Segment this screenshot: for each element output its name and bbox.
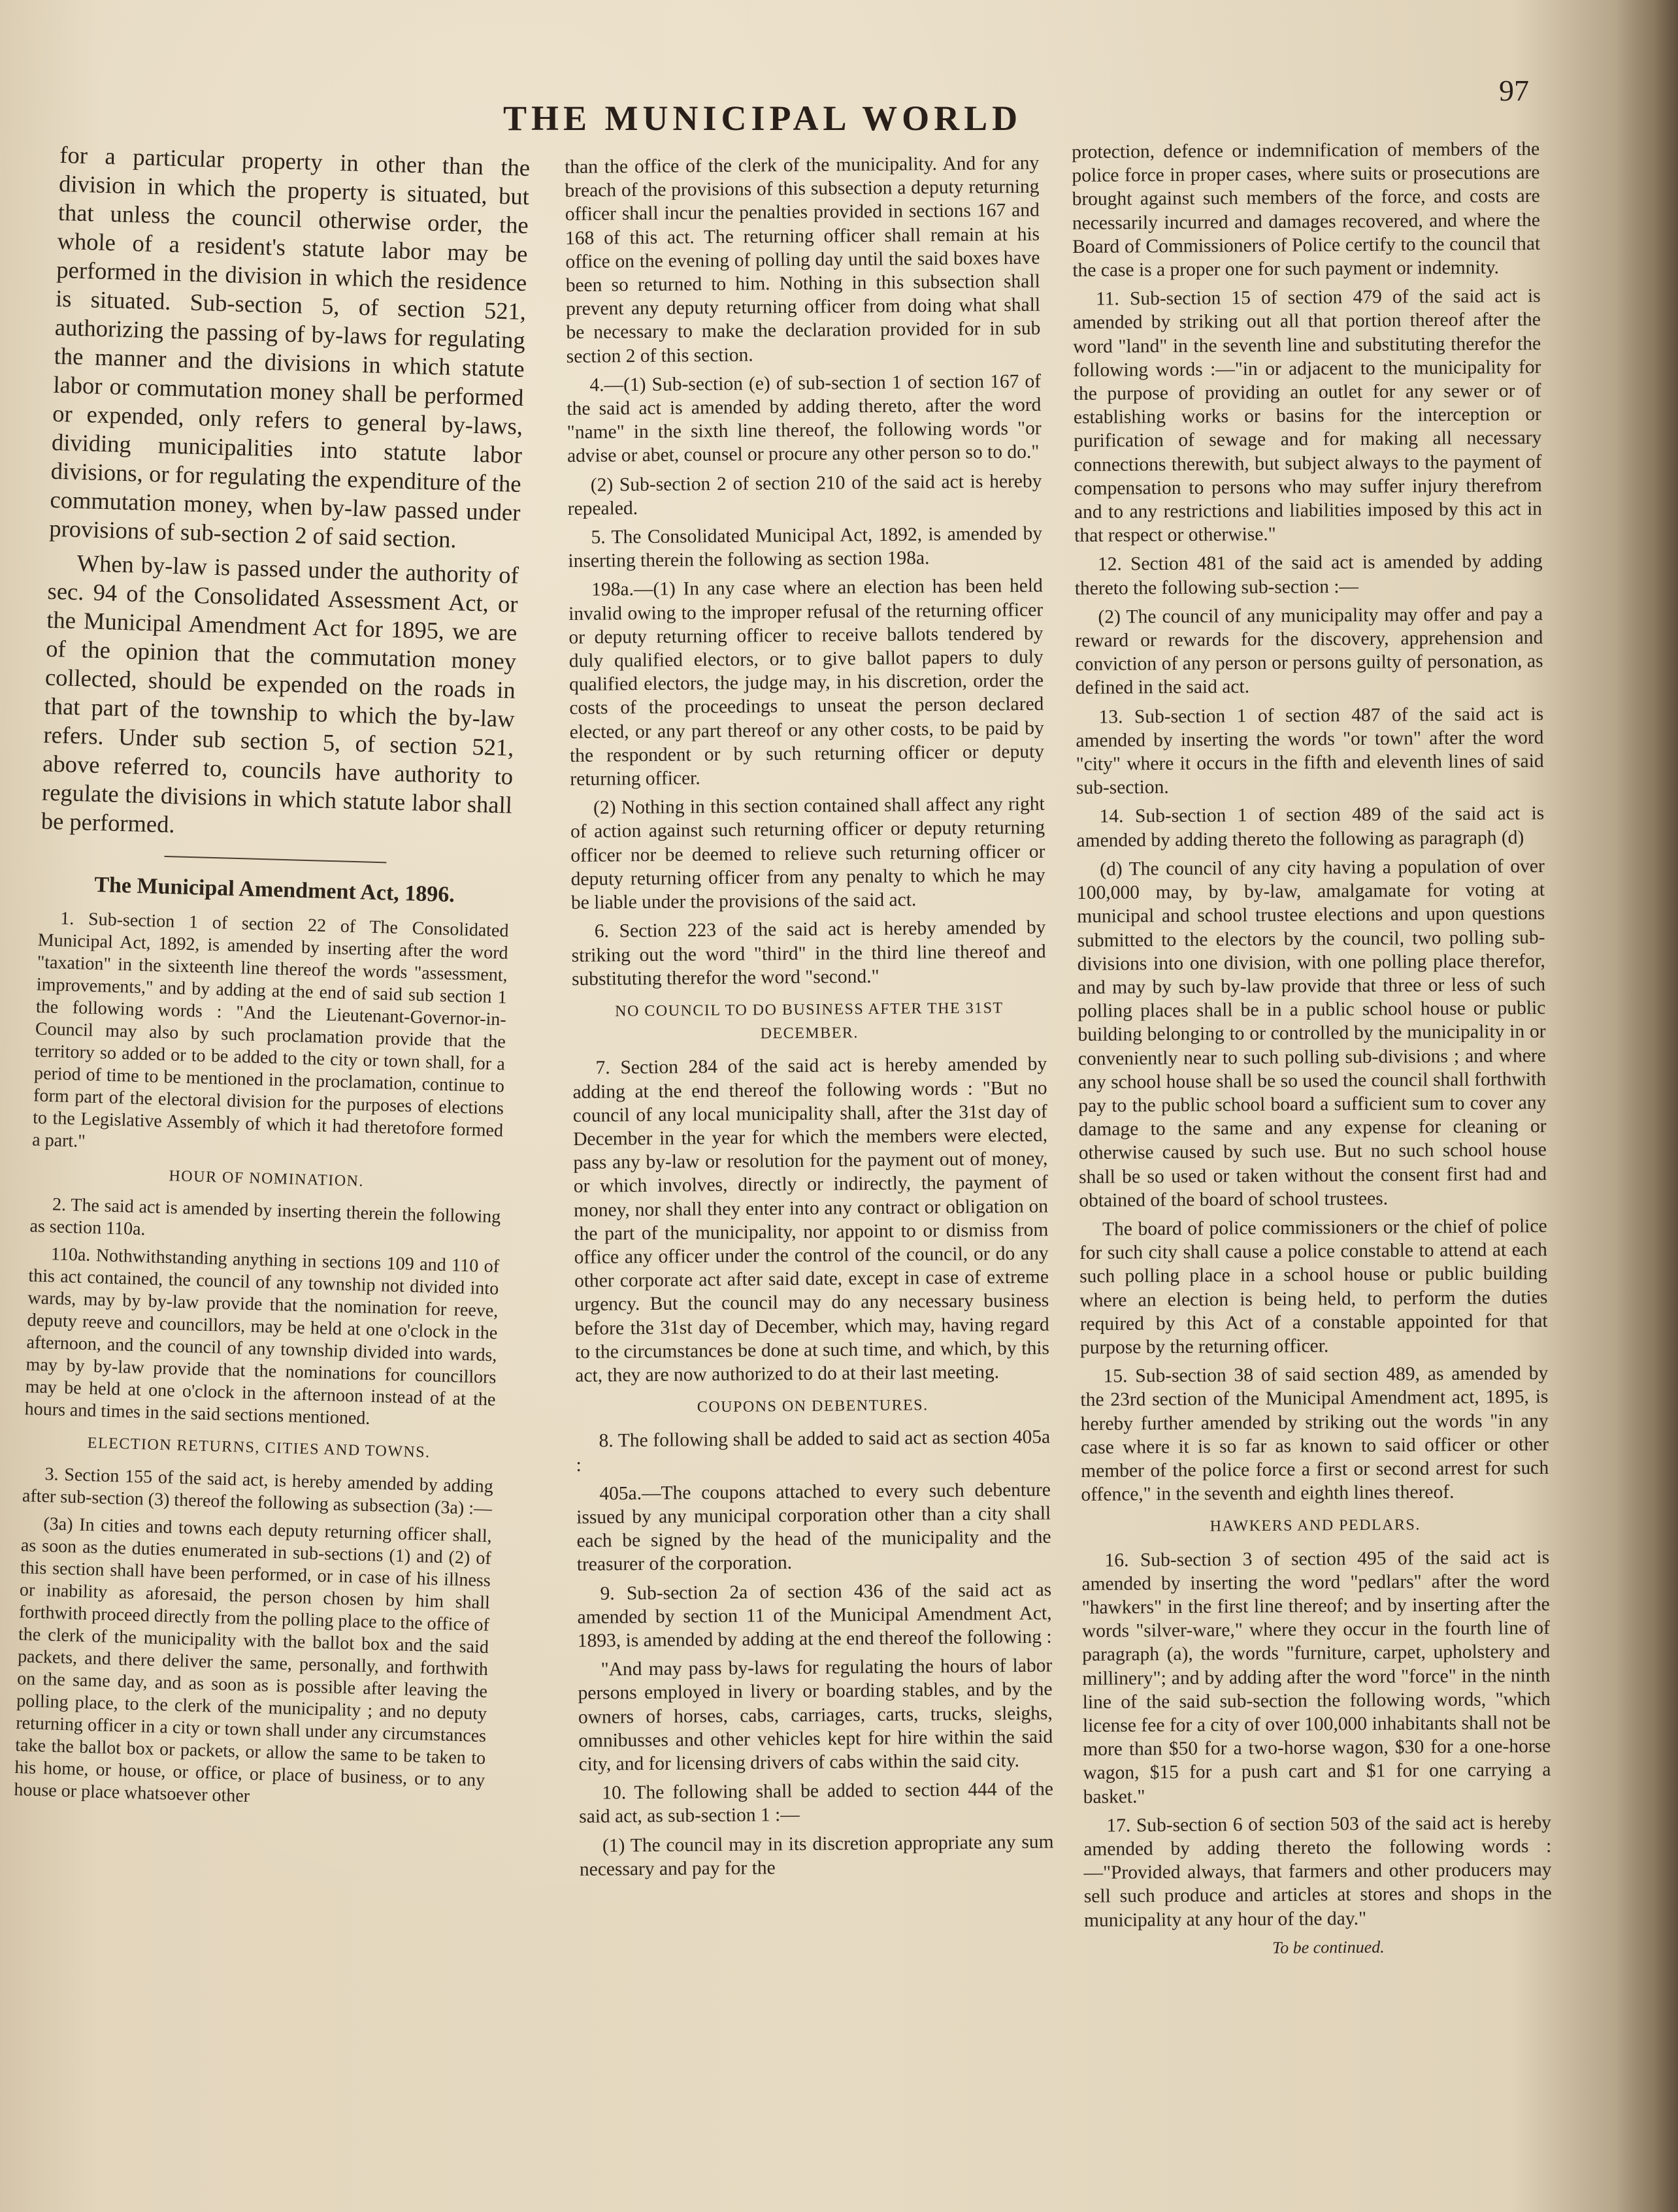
section-5: 5. The Consolidated Municipal Act, 1892, is amended by inserting therein the following as section 198a. [568,523,1043,572]
section-198a: 198a.—(1) In any case where an election has been held invalid owing to the improper refusal of the returning officer or deputy returning officer to receive ballots tendered by duly qualified electors, or to give ballot papers to duly qualified electors, the judge may, in his discretion, order the costs of the proceedings to unseat the person declared elected, or any part thereof or any other costs, to be paid by the respondent or by such returning officer or deputy returning officer. [568,576,1045,790]
to-be-continued: To be continued. [1272,1937,1385,1957]
section-2: 2. The said act is amended by inserting therein the following as section 110a. [29,1194,501,1240]
section-3a: (3a) In cities and towns each deputy returning officer shall, as soon as the duties enumerated in sub-sections (1) and (2) of this section shall have been performed, or in case of his illness or inability as aforesaid, the person chosen by him shall forthwith proceed directly from the polling place to the office of the clerk of the municipality with the ballot box and the said packets, and there deliver the same, personally, and forthwith on the same day, and as soon as is possible after leaving the polling place, to the clerk of the municipality ; and no deputy returning officer in a city or town shall under any circumstances take the ballot box or packets, or allow the same to be taken to his home, or house, or office, or place of business, or to any house or place whatsoever other [14,1513,493,1806]
subheading: HAWKERS AND PEDLARS. [1209,1516,1421,1535]
section-110a: 110a. Nothwithstanding anything in sections 109 and 110 of this act contained, the council of any township not divided into wards, may by by-law provide that the nomination for reeve, deputy reeve and councillors, may be held at one o'clock in the afternoon, and the council of any township divided into wards, may by by-law provide that the nominations for councillors may be held at one o'clock in the afternoon instead of at the hours and times in the said sections mentioned. [24,1244,500,1429]
section-12-2: (2) The council of any municipality may offer and pay a reward or rewards for the discovery, apprehension and conviction of any person or persons guilty of personation, as defined in the said act. [1075,603,1543,699]
paragraph: When by-law is passed under the authority of sec. 94 of the Consolidated Assessment Act, or the Municipal Amendment Act for 1895, we are of the opinion that the commutation money collected, should be expended on the roads in that part of the township to which the by-law refers. Under sub section 5, of section 521, above referred to, councils have authority to regulate the divisions in which statute labor shall be performed. [41,549,519,838]
section-9-quote: "And may pass by-laws for regulating the hours of labor persons employed in livery or boarding stables, and by the owners of horses, cabs, carriages, carts, trucks, sleighs, omnibusses and other vehicles kept for hire within the said city, and for licensing drivers of cabs within the said city. [578,1655,1053,1775]
section-405a: 405a.—The coupons attached to every such debenture issued by any municipal corporation other than a city shall each be signed by the head of the municipality and the treasurer of the corporation. [576,1479,1051,1576]
section-12: 12. Section 481 of the said act is amended by adding thereto the following sub-section :— [1074,551,1543,599]
book-gutter-shadow [1616,0,1678,2212]
section-9: 9. Sub-section 2a of section 436 of the said act as amended by section 11 of the Municipal Amendment Act, 1893, is amended by adding at the end thereof the following : [577,1579,1052,1651]
section-8: 8. The following shall be added to said act as section 405a : [576,1426,1051,1476]
section-198a-2: (2) Nothing in this section contained shall affect any right of action against such returning officer or deputy returning officer nor be deemed to relieve such returning officer or deputy returning officer from any penalty to which he may be liable under the provisions of the said act. [570,793,1045,914]
column-2 [565,152,1054,1887]
page-number: 97 [1499,74,1529,107]
section-7: 7. Section 284 of the said act is hereby amended by adding at the end thereof the following words : "But no council of any local municipality shall, after the 31st day of December in the year for which the members were elected, pass any by-law or resolution for the payment out of money, or which involves, directly or indirectly, the payment of money, nor shall they enter into any contract or obligation on the part of the municipality, nor appoint to or dismiss from office any officer under the control of the council, or do any other corporate act after said date, except in case of extreme urgency. But the council may do any necessary business before the 31st day of December, which may, having regard to the circumstances be done at such time, and which, by this act, they are now authorized to do at their last meeting. [572,1053,1050,1386]
section-1: 1. Sub-section 1 of section 22 of The Consolidated Municipal Act, 1892, is amended by inserting after the word "taxation" in the sixteenth line thereof the words "assessment, improvements," and by adding at the end of said sub section 1 the following words : "And the Lieutenant-Governor-in-Council may also by such proclamation provide that the territory so added or to be added to the city or town shall, for a period of time to be mentioned in the proclamation, continue to form part of the electoral division for the purposes of elections to the Legislative Assembly of which it had theretofore formed a part." [31,908,509,1152]
column-3 [1072,137,1552,1966]
running-head: THE MUNICIPAL WORLD [503,99,1023,138]
subheading: COUPONS ON DEBENTURES. [697,1397,929,1416]
paragraph: for a particular property in other than the division in which the property is situated, but that unless the council otherwise order, the whole of a resident's statute labor may be performed in the division in which the residence is situated. Sub-section 5, of section 521, authorizing the passing of by-laws for regulating the manner and the divisions in which statute labor or commutation money shall be performed or expended, only refers to general by-laws, dividing municipalities into statute labor divisions, or for regulating the expenditure of the commutation money, when by-law passed under provisions of sub-section 2 of said section. [48,140,531,553]
section-14: 14. Sub-section 1 of section 489 of the said act is amended by adding thereto the following as paragraph (d) [1076,803,1545,851]
section-13: 13. Sub-section 1 of section 487 of the said act is amended by inserting the words "or town" after the word "city" where it occurs in the fifth and eleventh lines of said sub-section. [1076,703,1544,799]
subheading: HOUR OF NOMINATION. [169,1167,365,1190]
section-11: 11. Sub-section 15 of section 479 of the said act is amended by striking out all that portion thereof after the word "land" in the seventh line and substituting therefor the following words :—"in or adjacent to the municipality for the purpose of providing an outlet for any sewer or of establishing works or basins for the interception or purification of sewage and for making all necessary connections therewith, but subject always to the payment of compensation to persons who may suffer injury therefrom and to any restrictions and liabilities imposed by this act in that respect or otherwise." [1072,285,1543,547]
section-14-d: (d) The council of any city having a population of over 100,000 may, by by-law, amalgamate for voting at municipal and school trustee elections and upon questions submitted to the electors by the council, two polling sub-divisions into one division, with one polling place therefor, and may by such by-law provide that three or less of such polling places shall be in a public school house or public building belonging to or controlled by the municipality in or conveniently near to such polling sub-divisions ; and where any school house shall be so used the council shall forthwith pay to the public school board a sufficient sum to cover any damage to the same and any expense for cleaning or otherwise caused by such use. But no such school house shall be so used or taken without the consent first had and obtained of the board of school trustees. [1076,855,1547,1211]
section-14-police: The board of police commissioners or the chief of police for such city shall cause a police constable to attend at each such polling place in a school house or public building where an election is being held, to perform the duties required by this Act of a constable appointed for that purpose by the returning officer. [1079,1215,1548,1358]
divider-rule [164,856,386,863]
section-10-1: (1) The council may in its discretion appropriate any sum necessary and pay for the [579,1831,1054,1880]
section-3: 3. Section 155 of the said act, is hereby amended by adding after sub-section (3) thereof the following as subsection (3a) :— [22,1463,494,1519]
subheading: NO COUNCIL TO DO BUSINESS AFTER THE 31ST DECEMBER. [615,1000,1004,1043]
section-10: 10. The following shall be added to section 444 of the said act, as sub-section 1 :— [579,1778,1053,1828]
paragraph: than the office of the clerk of the municipality. And for any breach of the provisions of this subsection a deputy returning officer shall incur the penalties provided in sections 167 and 168 of this act. The returning officer shall remain at his office on the evening of polling day until the said boxes have been so returned to him. Nothing in this subsection shall prevent any deputy returning officer from doing what shall be necessary to make the declaration provided for in sub section 2 of this section. [565,152,1041,367]
section-4-2: (2) Sub-section 2 of section 210 of the said act is hereby repealed. [567,470,1042,519]
section-16: 16. Sub-section 3 of section 495 of the said act is amended by inserting the word "pedlars" after the word "hawkers" in the first line thereof; and by inserting after the words "silver-ware," where they occur in the fourth line of paragraph (a), the words "furniture, carpet, upholstery and millinery"; and by adding after the word "force" in the ninth line of the said sub-section the following words, "which license fee for a city of over 100,000 inhabitants shall not be more than $50 for a two-horse wagon, $30 for a one-horse wagon, $15 for a push cart and $1 for one carrying a basket." [1081,1546,1551,1808]
paragraph: protection, defence or indemnification of members of the police force in proper cases, where suits or prosecutions are brought against such members of the force, and costs are necessarily incurred and damages recovered, and where the Board of Commissioners of Police certify to the council that the case is a proper one for such payment or indemnity. [1072,138,1541,282]
section-15: 15. Sub-section 38 of said section 489, as amended by the 23rd section of the Municipal Amendment act, 1895, is hereby further amended by striking out the words "in any case where it is so far as known to said officer or other member of the police force a first or second arrest for such offence," in the seventh and eighth lines thereof. [1080,1363,1549,1506]
section-4: 4.—(1) Sub-section (e) of sub-section 1 of section 167 of the said act is amended by adding thereto, after the word "name" in the sixth line thereof, the following words "or advise or abet, counsel or procure any other person so to do." [567,370,1042,467]
section-6: 6. Section 223 of the said act is hereby amended by striking out the word "third" in the third line thereof and substituting therefor the word "second." [571,917,1046,990]
section-17: 17. Sub-section 6 of section 503 of the said act is hereby amended by adding thereto the following words :—"Provided always, that farmers and other producers may sell such produce and articles at stores and shops in the municipality at any hour of the day." [1083,1812,1552,1931]
subheading: ELECTION RETURNS, CITIES AND TOWNS. [87,1435,431,1462]
column-1 [14,140,531,1819]
article-title: The Municipal Amendment Act, 1896. [93,872,455,907]
